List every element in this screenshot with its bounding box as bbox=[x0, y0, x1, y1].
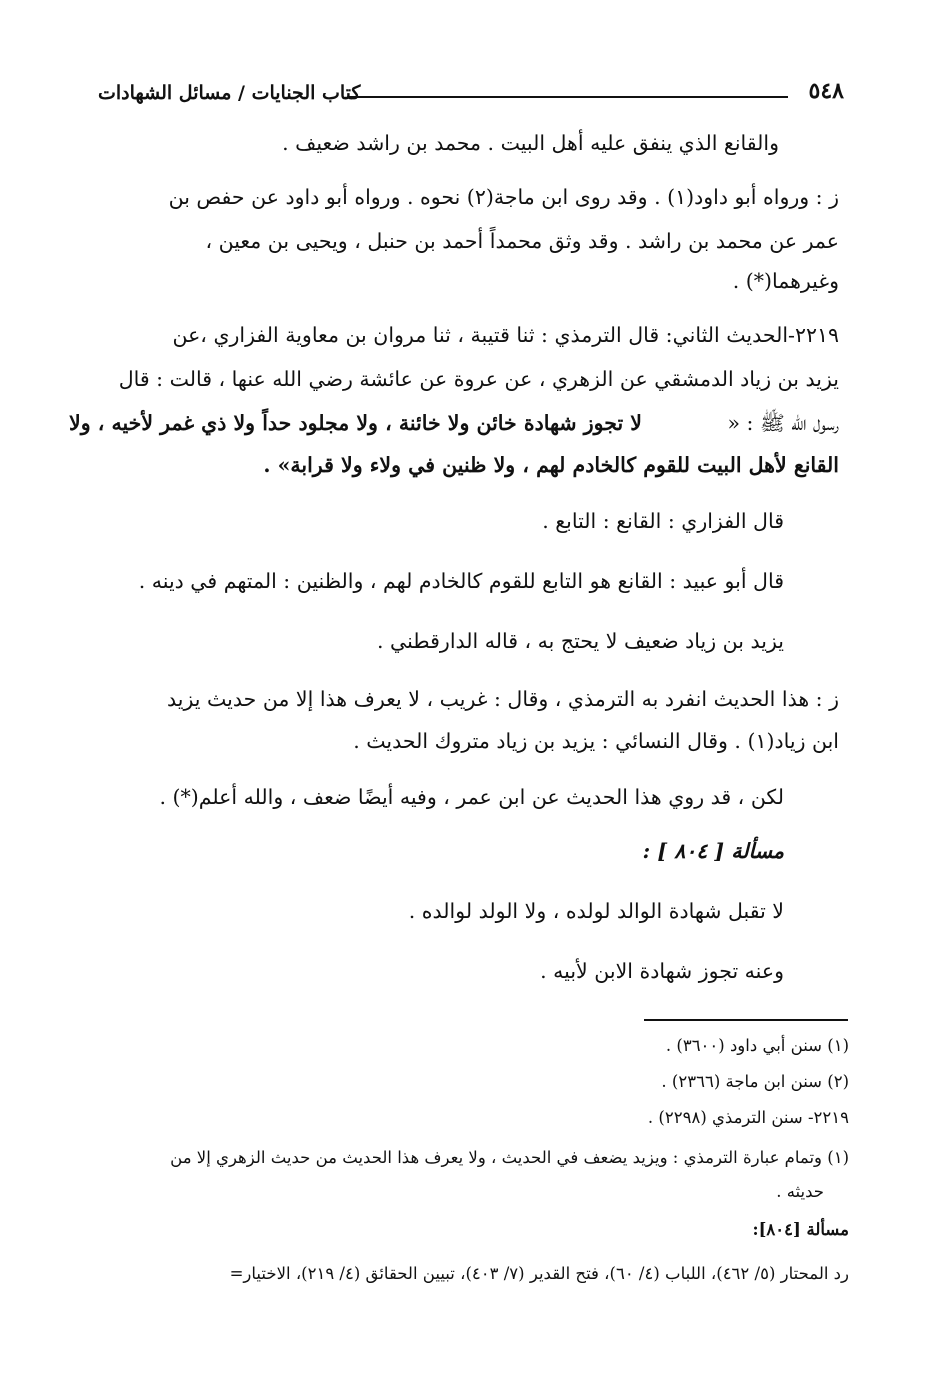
body-line-7a: رسول الله ﷺ : « bbox=[727, 411, 839, 435]
body-line-10: قال أبو عبيد : القانع هو التابع للقوم كالخادم لهم ، والظنين : المتهم في دينه . bbox=[138, 569, 784, 593]
footnote-3: ٢٢١٩- سنن الترمذي (٢٢٩٨) . bbox=[647, 1108, 849, 1127]
footnote-2: (٢) سنن ابن ماجة (٢٣٦٦) . bbox=[661, 1072, 849, 1091]
footnote-1: (١) سنن أبي داود (٣٦٠٠) . bbox=[665, 1036, 849, 1055]
header-rule bbox=[348, 96, 788, 98]
body-line-3: عمر عن محمد بن راشد . وقد وثق محمداً أحمد بن حنبل ، ويحيى بن معين ، bbox=[205, 229, 839, 253]
hadith-text-2: القانع لأهل البيت للقوم كالخادم لهم ، ولا ظنين في ولاء ولا قرابة» . bbox=[263, 453, 839, 477]
footnote-4: (١) وتمام عبارة الترمذي : ويزيد يضعف في الحديث ، ولا يعرف هذا الحديث من حديث الزهري إلا من bbox=[170, 1148, 849, 1167]
body-line-12: ز : هذا الحديث انفرد به الترمذي ، وقال : غريب ، لا يعرف هذا إلا من حديث يزيد bbox=[167, 687, 839, 711]
body-line-13: ابن زياد(١) . وقال النسائي : يزيد بن زياد متروك الحديث . bbox=[353, 729, 839, 753]
body-line-2: ز : ورواه أبو داود(١) . وقد روى ابن ماجة(٢) نحوه . ورواه أبو داود عن حفص بن bbox=[168, 185, 839, 209]
footnote-7: رد المحتار (٥/ ٤٦٢)، اللباب (٤/ ٦٠)، فتح القدير (٧/ ٤٠٣)، تبيين الحقائق (٤/ ٢١٩)، الاختيار= bbox=[229, 1264, 849, 1283]
body-line-6: يزيد بن زياد الدمشقي عن الزهري ، عن عروة عن عائشة رضي الله عنها ، قالت : قال bbox=[118, 367, 839, 391]
body-line-11: يزيد بن زياد ضعيف لا يحتج به ، قاله الدارقطني . bbox=[377, 629, 784, 653]
masala-heading: مسألة [ ٨٠٤ ] : bbox=[642, 839, 784, 863]
footnote-5: حديثه . bbox=[776, 1182, 824, 1201]
body-line-1: والقانع الذي ينفق عليه أهل البيت . محمد بن راشد ضعيف . bbox=[282, 131, 779, 155]
body-line-4: وغيرهما(*) . bbox=[732, 269, 839, 293]
body-line-9: قال الفزاري : القانع : التابع . bbox=[542, 509, 784, 533]
body-line-14: لكن ، قد روي هذا الحديث عن ابن عمر ، وفيه أيضًا ضعف ، والله أعلم(*) . bbox=[159, 785, 784, 809]
footnote-6: مسألة [٨٠٤]: bbox=[752, 1220, 849, 1239]
page-number: ٥٤٨ bbox=[808, 78, 844, 104]
body-line-17: وعنه تجوز شهادة الابن لأبيه . bbox=[540, 959, 784, 983]
hadith-text-1: لا تجوز شهادة خائن ولا خائنة ، ولا مجلود حداً ولا ذي غمر لأخيه ، ولا bbox=[69, 411, 642, 435]
footnote-rule bbox=[644, 1019, 848, 1021]
body-line-5: ٢٢١٩-الحديث الثاني: قال الترمذي : ثنا قتيبة ، ثنا مروان بن معاوية الفزاري ،عن bbox=[172, 323, 839, 347]
body-line-16: لا تقبل شهادة الوالد لولده ، ولا الولد لوالده . bbox=[408, 899, 784, 923]
running-title: كتاب الجنايات / مسائل الشهادات bbox=[98, 82, 361, 104]
